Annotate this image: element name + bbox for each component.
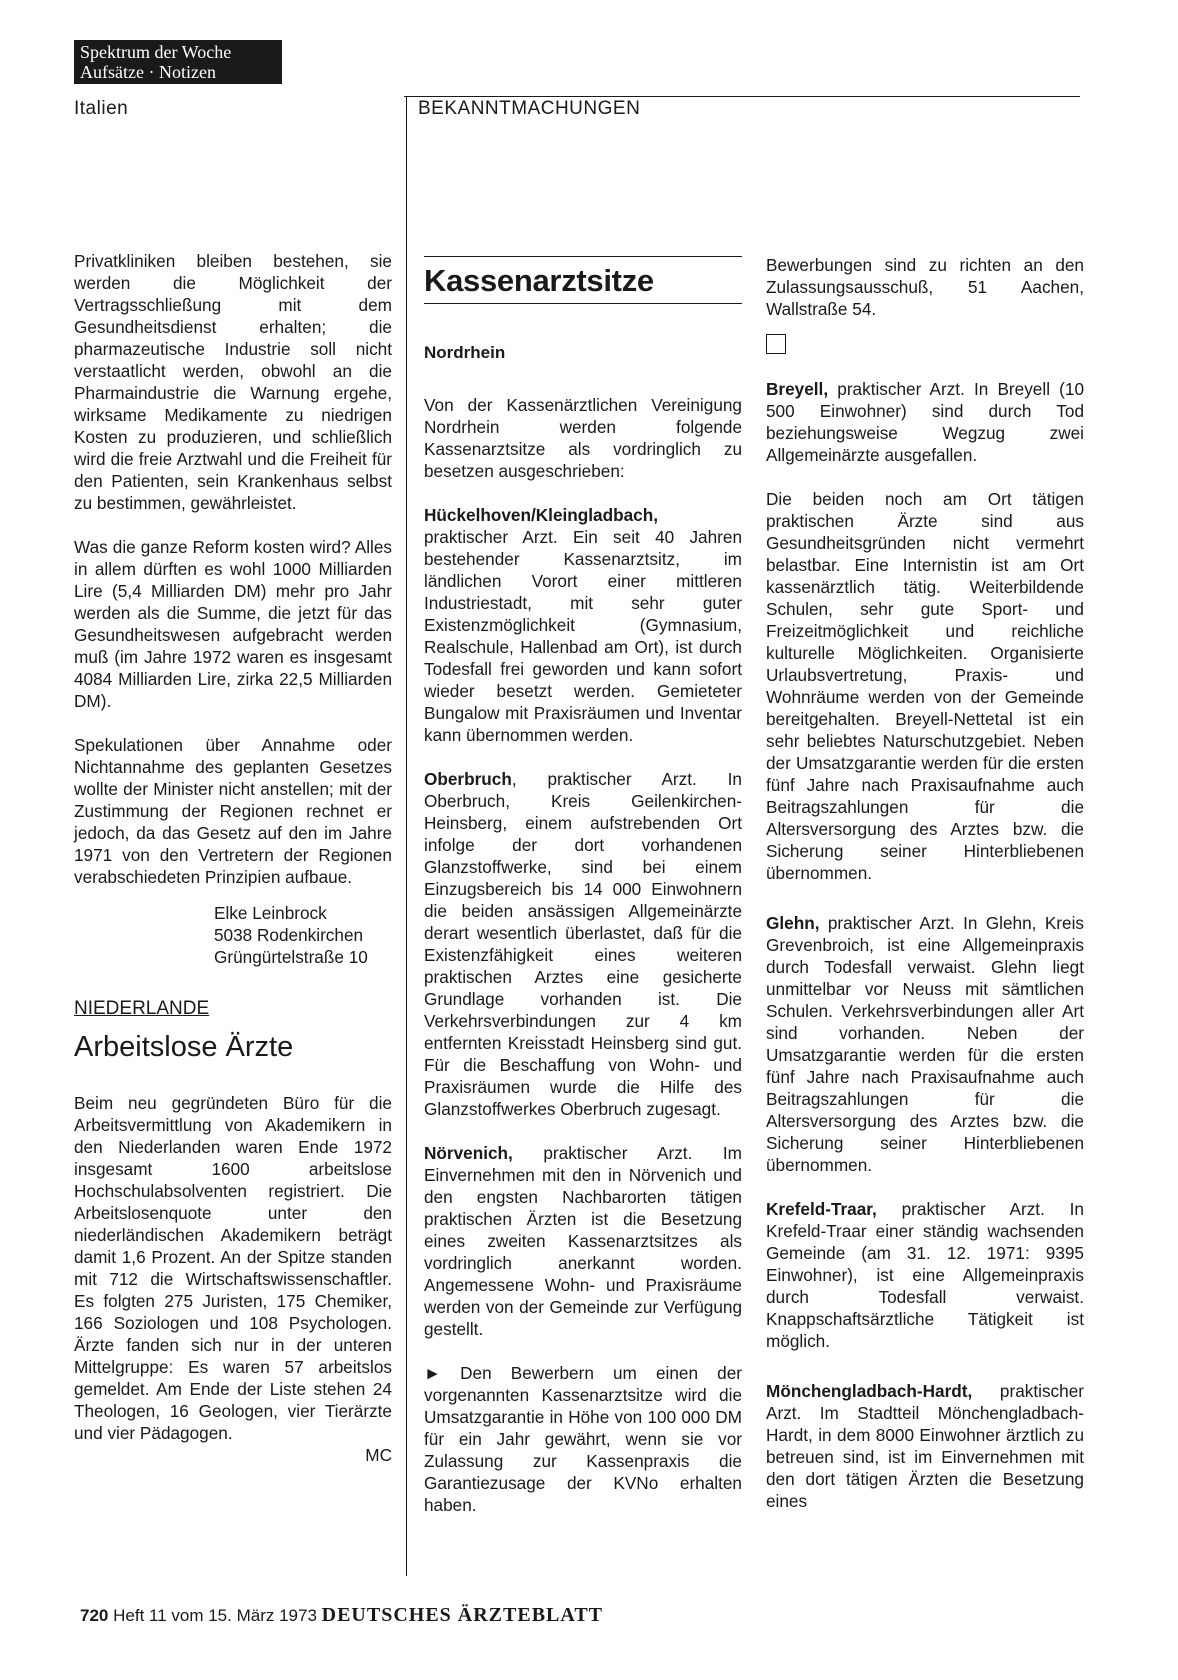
paragraph: Die beiden noch am Ort tätigen praktischen Ärzte sind aus Gesundheitsgründen nicht vermehrt belastbar. Eine Internistin ist am Ort kassenärztlich tätig. Weiterbildende Schulen, sehr gute Sport- und Freizeitmöglichkeit und reichliche kulturelle Möglichkeiten. Organisierte Urlaubsvertretung, Praxis- und Wohnräume werden von der Gemeinde bereitgehalten. Breyell-Nettetal ist ein sehr beliebtes Naturschutzgebiet. Neben der Umsatzgarantie werden für die ersten fünf Jahre nach Praxisaufnahme auch Beitragszahlungen für die Altersversorgung des Arztes bzw. die Sicherung seiner Hinterbliebenen übernommen. [766, 489, 1084, 883]
author-city: 5038 Rodenkirchen [214, 925, 364, 945]
section-label-left: Italien [74, 98, 129, 119]
paragraph: Beim neu gegründeten Büro für die Arbeitsvermittlung von Akademikern in den Niederlanden waren Ende 1972 insgesamt 1600 arbeitslose Hochschulabsolventen registriert. Die Arbeitslosenquote unter den niederländischen Akademikern beträgt damit 1,6 Prozent. An der Spitze standen mit 712 die Wirtschaftswissenschaftler. Es folgten 275 Juristen, 175 Chemiker, 166 Soziologen und 108 Psychologen. Ärzte fanden sich nur in der unteren Mittelgruppe: Es waren 57 arbeitslos gemeldet. Am Ende der Liste stehen 24 Theologen, 16 Geologen, vier Tierärzte und vier Pädagogen. [74, 1093, 392, 1443]
journal-name: DEUTSCHES ÄRZTEBLATT [321, 1604, 604, 1626]
page-footer [80, 1604, 603, 1627]
square-box-icon [766, 334, 786, 354]
column-2 [424, 256, 742, 1538]
title-rule-bottom [424, 303, 742, 304]
place-name: Krefeld-Traar, [766, 1199, 877, 1219]
listing-entry: Breyell, praktischer Arzt. In Breyell (10 500 Einwohner) sind durch Tod beziehungsweise Wegzug zwei Allgemeinärzte ausgefallen. [766, 379, 1084, 465]
section-header-box [74, 40, 282, 84]
section-label-right: BEKANNTMACHUNGEN [418, 98, 641, 119]
place-name: Oberbruch [424, 769, 512, 789]
article-title: Arbeitslose Ärzte [74, 1031, 294, 1063]
author-signature [214, 902, 392, 968]
place-name: Hückelhoven/Kleingladbach, [424, 505, 658, 525]
place-name: Breyell, [766, 379, 829, 399]
article-end [74, 1444, 392, 1466]
country-heading: NIEDERLANDE [74, 998, 210, 1019]
region-heading: Nordrhein [424, 343, 506, 362]
header-line-1: Spektrum der Woche [80, 42, 232, 62]
listing-entry: Oberbruch, praktischer Arzt. In Oberbruch, Kreis Geilenkirchen-Heinsberg, einem aufstrebenden Ort infolge der dort vorhandenen Glanzstoffwerke, sind bei einem Einzugsbereich bis 14 000 Einwohnern die beiden ansässigen Allgemeinärzte derart wesentlich überlastet, daß für die Existenzfähigkeit eines weiteren praktischen Arztes eine gesicherte Grundlage vorhanden ist. Die Verkehrsverbindungen zur 4 km entfernten Kreisstadt Heinsberg sind gut. Für die Beschaffung von Wohn- und Praxisräumen wurde die Hilfe des Glanzstoffwerkes Oberbruch zugesagt. [424, 769, 742, 1119]
column-1 [74, 250, 392, 1466]
paragraph: Bewerbungen sind zu richten an den Zulassungsausschuß, 51 Aachen, Wallstraße 54. [766, 255, 1084, 319]
author-street: Grüngürtelstraße 10 [214, 947, 368, 967]
announcement-title: Kassenarztsitze [424, 263, 654, 298]
listing-entry: Glehn, praktischer Arzt. In Glehn, Kreis Grevenbroich, ist eine Allgemeinpraxis durch Todesfall verwaist. Glehn liegt unmittelbar vor Neuss mit sämtlichen Schulen. Verkehrsverbindungen aller Art sind vorhanden. Neben der Umsatzgarantie werden für die ersten fünf Jahre nach Praxisaufnahme auch Beitragszahlungen für die Altersversorgung des Arztes bzw. die Sicherung seiner Hinterbliebenen übernommen. [766, 913, 1084, 1175]
listing-entry: Nörvenich, praktischer Arzt. Im Einvernehmen mit den in Nörvenich und den engsten Nachbarorten tätigen praktischen Ärzten ist die Besetzung eines zweiten Kassenarztsitzes als vordringlich anerkannt worden. Angemessene Wohn- und Praxisräume werden von der Gemeinde zur Verfügung gestellt. [424, 1143, 742, 1339]
issue-info: Heft 11 vom 15. März 1973 [113, 1606, 317, 1625]
place-name: Mönchengladbach-Hardt, [766, 1381, 973, 1401]
listing-entry: Krefeld-Traar, praktischer Arzt. In Krefeld-Traar einer ständig wachsenden Gemeinde (am 31. 12. 1971: 9395 Einwohner), ist eine Allgemeinpraxis durch Todesfall verwaist. Knappschaftsärztliche Tätigkeit ist möglich. [766, 1199, 1084, 1351]
column-3 [766, 254, 1084, 1534]
listing-entry: Mönchengladbach-Hardt, praktischer Arzt. Im Stadtteil Mönchengladbach-Hardt, in dem 8000 Einwohner ärztlich zu betreuen sind, ist im Einvernehmen mit den dort tätigen Ärzten die Besetzung eines [766, 1381, 1084, 1511]
listing-entry: Hückelhoven/Kleingladbach, praktischer Arzt. Ein seit 40 Jahren bestehender Kassenarztsitz, im ländlichen Vorort einer mittleren Industriestadt, mit sehr guter Existenzmöglichkeit (Gymnasium, Realschule, Hallenbad am Ort), ist durch Todesfall frei geworden und kann sofort wieder besetzt werden. Gemieteter Bungalow mit Praxisräumen und Inventar kann übernommen werden. [424, 505, 742, 745]
column-divider [406, 96, 407, 1576]
title-rule-top [424, 256, 742, 257]
place-name: Nörvenich, [424, 1143, 513, 1163]
paragraph: Von der Kassenärztlichen Vereinigung Nordrhein werden folgende Kassenarztsitze als vordringlich zu besetzen ausgeschrieben: [424, 395, 742, 481]
header-line-2: Aufsätze · Notizen [80, 62, 216, 82]
author-name: Elke Leinbrock [214, 903, 327, 923]
paragraph: Was die ganze Reform kosten wird? Alles in allem dürften es wohl 1000 Milliarden Lire (5,4 Milliarden DM) mehr pro Jahr werden als die Summe, die jetzt für das Gesundheitswesen aufgebracht werden muß (im Jahre 1972 waren es insgesamt 4084 Milliarden Lire, zirka 22,5 Milliarden DM). [74, 537, 392, 711]
triangle-marker-icon: ► [424, 1363, 442, 1383]
article-initials: MC [365, 1445, 392, 1465]
paragraph: Privatkliniken bleiben bestehen, sie werden die Möglichkeit der Vertragsschließung mit dem Gesundheitsdienst erhalten; die pharmazeutische Industrie soll nicht verstaatlicht werden, obwohl an die Pharmaindustrie die Warnung ergehe, wirksame Medikamente zu niedrigen Kosten zu produzieren, und schließlich wird die freie Arztwahl und die Freiheit für den Patienten, sein Krankenhaus selbst zu bestimmen, gewährleistet. [74, 251, 392, 513]
page-number: 720 [80, 1606, 109, 1625]
top-rule [404, 96, 1080, 97]
paragraph: Spekulationen über Annahme oder Nichtannahme des geplanten Gesetzes wollte der Minister nicht anstellen; mit der Zustimmung der Regionen rechnet er jedoch, da das Gesetz auf den im Jahre 1971 von den Vertretern der Regionen verabschiedeten Prinzipien aufbaue. [74, 735, 392, 887]
note-paragraph: ► Den Bewerbern um einen der vorgenannten Kassenarztsitze wird die Umsatzgarantie in Höhe von 100 000 DM für ein Jahr gewährt, wenn sie vor Zulassung zur Kassenpraxis die Garantiezusage der KVNo erhalten haben. [424, 1363, 742, 1515]
place-name: Glehn, [766, 913, 820, 933]
